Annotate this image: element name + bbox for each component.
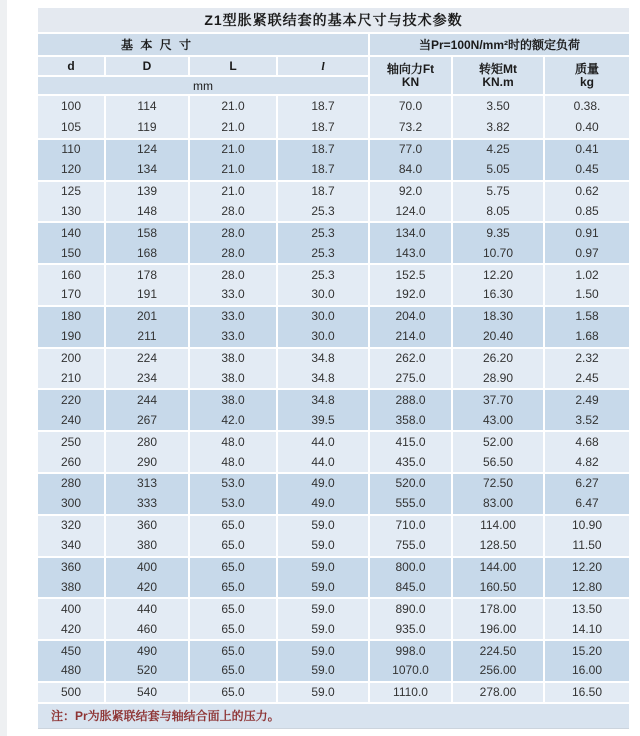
- table-row: [38, 493, 629, 514]
- torque-label: 转矩Mt: [479, 61, 517, 76]
- cell-L: 28.0: [190, 200, 276, 221]
- cell-L: 38.0: [190, 368, 276, 389]
- cell-torque: 3.50: [453, 96, 543, 117]
- spec-table: [38, 8, 629, 729]
- cell-d: 210: [38, 368, 104, 389]
- cell-l: 34.8: [278, 349, 368, 368]
- col-header-l: l: [278, 57, 368, 75]
- cell-D: 267: [106, 409, 188, 430]
- table-row: [38, 368, 629, 389]
- cell-torque: 178.00: [453, 599, 543, 618]
- cell-axial-force: 134.0: [370, 223, 451, 242]
- cell-torque: 9.35: [453, 223, 543, 242]
- cell-axial-force: 204.0: [370, 307, 451, 326]
- cell-l: 59.0: [278, 683, 368, 702]
- cell-D: 540: [106, 683, 188, 702]
- cell-l: 49.0: [278, 474, 368, 493]
- cell-axial-force: 288.0: [370, 390, 451, 409]
- cell-axial-force: 415.0: [370, 432, 451, 451]
- cell-l: 25.3: [278, 223, 368, 242]
- cell-axial-force: 710.0: [370, 516, 451, 535]
- cell-mass: 13.50: [545, 599, 629, 618]
- cell-D: 191: [106, 284, 188, 305]
- table-row: [38, 430, 629, 451]
- cell-D: 178: [106, 265, 188, 284]
- cell-torque: 4.25: [453, 140, 543, 159]
- cell-axial-force: 262.0: [370, 349, 451, 368]
- cell-d: 105: [38, 117, 104, 138]
- cell-mass: 0.38.: [545, 96, 629, 117]
- cell-torque: 56.50: [453, 451, 543, 472]
- page-edge: [0, 0, 7, 736]
- cell-D: 333: [106, 493, 188, 514]
- cell-D: 400: [106, 558, 188, 577]
- cell-l: 59.0: [278, 535, 368, 556]
- cell-D: 490: [106, 641, 188, 660]
- cell-mass: 14.10: [545, 618, 629, 639]
- cell-axial-force: 520.0: [370, 474, 451, 493]
- cell-L: 65.0: [190, 516, 276, 535]
- cell-torque: 114.00: [453, 516, 543, 535]
- cell-L: 65.0: [190, 641, 276, 660]
- cell-L: 65.0: [190, 618, 276, 639]
- cell-mass: 1.02: [545, 265, 629, 284]
- table-row: [38, 514, 629, 535]
- cell-l: 39.5: [278, 409, 368, 430]
- cell-axial-force: 124.0: [370, 200, 451, 221]
- cell-torque: 18.30: [453, 307, 543, 326]
- cell-torque: 8.05: [453, 200, 543, 221]
- cell-mass: 11.50: [545, 535, 629, 556]
- cell-mass: 1.68: [545, 326, 629, 347]
- cell-l: 18.7: [278, 117, 368, 138]
- cell-d: 360: [38, 558, 104, 577]
- cell-L: 65.0: [190, 683, 276, 702]
- col-header-d: d: [38, 57, 104, 75]
- cell-mass: 0.97: [545, 242, 629, 263]
- table-row: [38, 597, 629, 618]
- cell-D: 139: [106, 182, 188, 201]
- cell-mass: 3.52: [545, 409, 629, 430]
- cell-d: 300: [38, 493, 104, 514]
- cell-l: 34.8: [278, 368, 368, 389]
- cell-d: 450: [38, 641, 104, 660]
- table-row: [38, 96, 629, 117]
- cell-mass: 0.40: [545, 117, 629, 138]
- table-row: [38, 409, 629, 430]
- cell-D: 290: [106, 451, 188, 472]
- cell-l: 25.3: [278, 200, 368, 221]
- cell-D: 224: [106, 349, 188, 368]
- cell-d: 240: [38, 409, 104, 430]
- cell-torque: 52.00: [453, 432, 543, 451]
- col-header-L: L: [190, 57, 276, 75]
- cell-D: 168: [106, 242, 188, 263]
- column-header-row: [38, 57, 629, 94]
- table-row: [38, 263, 629, 284]
- cell-D: 119: [106, 117, 188, 138]
- cell-axial-force: 73.2: [370, 117, 451, 138]
- cell-torque: 5.75: [453, 182, 543, 201]
- col-header-torque: [453, 57, 543, 94]
- table-row: [38, 305, 629, 326]
- cell-l: 59.0: [278, 660, 368, 681]
- cell-d: 125: [38, 182, 104, 201]
- cell-L: 65.0: [190, 599, 276, 618]
- table-row: [38, 451, 629, 472]
- cell-d: 320: [38, 516, 104, 535]
- cell-d: 340: [38, 535, 104, 556]
- cell-D: 234: [106, 368, 188, 389]
- unit-row-mm: mm: [38, 77, 368, 94]
- cell-torque: 256.00: [453, 660, 543, 681]
- col-header-axial-force: [370, 57, 451, 94]
- cell-torque: 43.00: [453, 409, 543, 430]
- cell-axial-force: 70.0: [370, 96, 451, 117]
- cell-L: 28.0: [190, 223, 276, 242]
- table-row: [38, 388, 629, 409]
- cell-mass: 1.50: [545, 284, 629, 305]
- axial-force-unit: KN: [401, 74, 420, 89]
- cell-axial-force: 555.0: [370, 493, 451, 514]
- cell-mass: 1.58: [545, 307, 629, 326]
- cell-axial-force: 1070.0: [370, 660, 451, 681]
- cell-axial-force: 152.5: [370, 265, 451, 284]
- cell-axial-force: 143.0: [370, 242, 451, 263]
- cell-axial-force: 800.0: [370, 558, 451, 577]
- cell-d: 130: [38, 200, 104, 221]
- cell-l: 59.0: [278, 618, 368, 639]
- cell-D: 114: [106, 96, 188, 117]
- cell-torque: 196.00: [453, 618, 543, 639]
- cell-torque: 37.70: [453, 390, 543, 409]
- table-row: [38, 347, 629, 368]
- cell-L: 28.0: [190, 265, 276, 284]
- cell-axial-force: 358.0: [370, 409, 451, 430]
- cell-L: 33.0: [190, 284, 276, 305]
- page-title: Z1型胀紧联结套的基本尺寸与技术参数: [38, 8, 629, 32]
- mass-label: 质量: [574, 61, 599, 76]
- cell-axial-force: 755.0: [370, 535, 451, 556]
- cell-D: 134: [106, 159, 188, 180]
- table-row: [38, 535, 629, 556]
- cell-torque: 278.00: [453, 683, 543, 702]
- cell-torque: 72.50: [453, 474, 543, 493]
- cell-d: 220: [38, 390, 104, 409]
- cell-d: 180: [38, 307, 104, 326]
- cell-d: 500: [38, 683, 104, 702]
- cell-axial-force: 845.0: [370, 576, 451, 597]
- cell-torque: 224.50: [453, 641, 543, 660]
- cell-l: 25.3: [278, 242, 368, 263]
- cell-L: 38.0: [190, 349, 276, 368]
- cell-D: 440: [106, 599, 188, 618]
- table-row: [38, 180, 629, 201]
- cell-torque: 16.30: [453, 284, 543, 305]
- cell-D: 148: [106, 200, 188, 221]
- cell-mass: 6.27: [545, 474, 629, 493]
- cell-L: 48.0: [190, 451, 276, 472]
- cell-mass: 0.41: [545, 140, 629, 159]
- table-row: [38, 326, 629, 347]
- table-row: [38, 138, 629, 159]
- cell-torque: 144.00: [453, 558, 543, 577]
- cell-d: 110: [38, 140, 104, 159]
- cell-L: 65.0: [190, 576, 276, 597]
- cell-torque: 20.40: [453, 326, 543, 347]
- table-row: [38, 117, 629, 138]
- cell-d: 150: [38, 242, 104, 263]
- cell-l: 59.0: [278, 599, 368, 618]
- cell-axial-force: 998.0: [370, 641, 451, 660]
- cell-l: 44.0: [278, 432, 368, 451]
- cell-d: 400: [38, 599, 104, 618]
- cell-d: 170: [38, 284, 104, 305]
- cell-L: 21.0: [190, 140, 276, 159]
- cell-L: 65.0: [190, 535, 276, 556]
- cell-l: 34.8: [278, 390, 368, 409]
- cell-L: 33.0: [190, 307, 276, 326]
- cell-l: 18.7: [278, 159, 368, 180]
- cell-l: 59.0: [278, 516, 368, 535]
- cell-axial-force: 890.0: [370, 599, 451, 618]
- cell-D: 460: [106, 618, 188, 639]
- cell-axial-force: 275.0: [370, 368, 451, 389]
- col-header-mass: [545, 57, 629, 94]
- cell-D: 158: [106, 223, 188, 242]
- cell-L: 21.0: [190, 96, 276, 117]
- cell-d: 140: [38, 223, 104, 242]
- cell-d: 480: [38, 660, 104, 681]
- rated-load-header: 当Pr=100N/mm²时的额定负荷: [370, 34, 629, 55]
- cell-L: 53.0: [190, 493, 276, 514]
- cell-l: 49.0: [278, 493, 368, 514]
- cell-axial-force: 77.0: [370, 140, 451, 159]
- cell-l: 59.0: [278, 558, 368, 577]
- cell-D: 520: [106, 660, 188, 681]
- cell-L: 38.0: [190, 390, 276, 409]
- cell-l: 59.0: [278, 576, 368, 597]
- cell-L: 53.0: [190, 474, 276, 493]
- cell-D: 313: [106, 474, 188, 493]
- cell-mass: 2.32: [545, 349, 629, 368]
- group-header-row: [38, 34, 629, 55]
- cell-d: 190: [38, 326, 104, 347]
- basic-dimensions-header: 基 本 尺 寸: [38, 34, 368, 55]
- cell-d: 200: [38, 349, 104, 368]
- cell-mass: 2.45: [545, 368, 629, 389]
- cell-axial-force: 1110.0: [370, 683, 451, 702]
- cell-torque: 10.70: [453, 242, 543, 263]
- axial-force-label: 轴向力Ft: [386, 61, 435, 76]
- cell-mass: 15.20: [545, 641, 629, 660]
- cell-l: 59.0: [278, 641, 368, 660]
- table-row: [38, 556, 629, 577]
- cell-L: 33.0: [190, 326, 276, 347]
- cell-mass: 16.00: [545, 660, 629, 681]
- cell-mass: 12.80: [545, 576, 629, 597]
- cell-l: 18.7: [278, 140, 368, 159]
- cell-d: 250: [38, 432, 104, 451]
- cell-l: 18.7: [278, 96, 368, 117]
- table-row: [38, 472, 629, 493]
- table-row: [38, 681, 629, 702]
- cell-D: 201: [106, 307, 188, 326]
- cell-torque: 12.20: [453, 265, 543, 284]
- cell-d: 260: [38, 451, 104, 472]
- torque-unit: KN.m: [482, 74, 514, 89]
- cell-l: 30.0: [278, 284, 368, 305]
- cell-L: 48.0: [190, 432, 276, 451]
- cell-torque: 160.50: [453, 576, 543, 597]
- cell-l: 18.7: [278, 182, 368, 201]
- cell-d: 120: [38, 159, 104, 180]
- cell-mass: 0.85: [545, 200, 629, 221]
- cell-axial-force: 935.0: [370, 618, 451, 639]
- cell-l: 44.0: [278, 451, 368, 472]
- cell-D: 380: [106, 535, 188, 556]
- cell-torque: 3.82: [453, 117, 543, 138]
- cell-d: 100: [38, 96, 104, 117]
- cell-axial-force: 92.0: [370, 182, 451, 201]
- cell-L: 21.0: [190, 117, 276, 138]
- table-row: [38, 242, 629, 263]
- cell-mass: 10.90: [545, 516, 629, 535]
- cell-D: 244: [106, 390, 188, 409]
- table-row: [38, 159, 629, 180]
- table-row: [38, 200, 629, 221]
- table-row: [38, 221, 629, 242]
- cell-mass: 16.50: [545, 683, 629, 702]
- cell-L: 28.0: [190, 242, 276, 263]
- cell-axial-force: 435.0: [370, 451, 451, 472]
- cell-axial-force: 214.0: [370, 326, 451, 347]
- cell-D: 280: [106, 432, 188, 451]
- cell-d: 380: [38, 576, 104, 597]
- cell-torque: 26.20: [453, 349, 543, 368]
- cell-d: 160: [38, 265, 104, 284]
- cell-L: 21.0: [190, 159, 276, 180]
- mass-unit: kg: [579, 74, 594, 89]
- cell-mass: 0.62: [545, 182, 629, 201]
- table-row: [38, 639, 629, 660]
- cell-L: 65.0: [190, 558, 276, 577]
- cell-mass: 4.68: [545, 432, 629, 451]
- cell-torque: 5.05: [453, 159, 543, 180]
- cell-D: 360: [106, 516, 188, 535]
- cell-L: 21.0: [190, 182, 276, 201]
- cell-mass: 0.91: [545, 223, 629, 242]
- cell-D: 420: [106, 576, 188, 597]
- cell-d: 280: [38, 474, 104, 493]
- cell-mass: 12.20: [545, 558, 629, 577]
- cell-d: 420: [38, 618, 104, 639]
- cell-D: 211: [106, 326, 188, 347]
- table-row: [38, 618, 629, 639]
- cell-torque: 28.90: [453, 368, 543, 389]
- cell-axial-force: 192.0: [370, 284, 451, 305]
- cell-mass: 4.82: [545, 451, 629, 472]
- table-row: [38, 660, 629, 681]
- cell-torque: 83.00: [453, 493, 543, 514]
- table-body: [38, 96, 629, 702]
- cell-L: 65.0: [190, 660, 276, 681]
- footnote: 注：Pr为胀紧联结套与轴结合面上的压力。: [38, 704, 629, 729]
- cell-l: 25.3: [278, 265, 368, 284]
- cell-l: 30.0: [278, 307, 368, 326]
- cell-mass: 2.49: [545, 390, 629, 409]
- col-header-D: D: [106, 57, 188, 75]
- cell-mass: 0.45: [545, 159, 629, 180]
- cell-l: 30.0: [278, 326, 368, 347]
- table-row: [38, 576, 629, 597]
- cell-D: 124: [106, 140, 188, 159]
- cell-torque: 128.50: [453, 535, 543, 556]
- cell-L: 42.0: [190, 409, 276, 430]
- table-row: [38, 284, 629, 305]
- cell-axial-force: 84.0: [370, 159, 451, 180]
- cell-mass: 6.47: [545, 493, 629, 514]
